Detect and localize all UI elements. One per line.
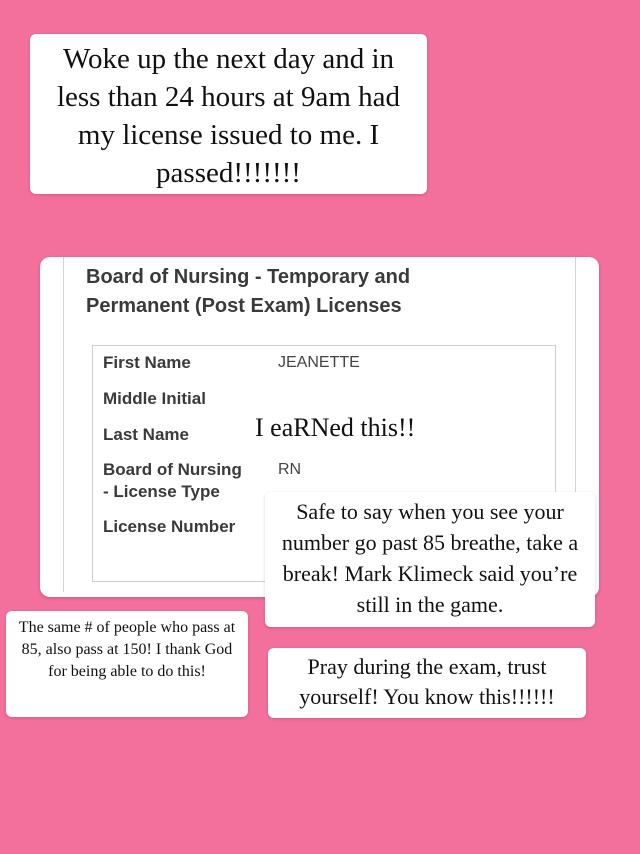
caption-note-middle-text: Safe to say when you see your number go past 85 breathe, take a break! Mark Klimeck said you’re still in the game.: [281, 499, 579, 617]
license-type-value: RN: [278, 461, 302, 478]
earned-overlay-text: I eaRNed this!!: [255, 413, 416, 442]
license-type-label-line1: Board of Nursing: [103, 460, 242, 479]
middle-initial-label: Middle Initial: [103, 389, 206, 408]
license-card-title: [86, 263, 566, 321]
last-name-label: Last Name: [103, 425, 189, 444]
caption-note-top-text: Woke up the next day and in less than 24 hours at 9am had my license issued to me. I passed!!!!!!!: [56, 43, 401, 189]
caption-note-pray: [268, 648, 586, 718]
license-type-label: [103, 459, 242, 503]
license-card-title-line1: Board of Nursing - Temporary and: [86, 266, 411, 288]
caption-note-left-text: The same # of people who pass at 85, also pass at 150! I thank God for being able to do this!: [18, 619, 236, 680]
license-number-label: License Number: [103, 517, 236, 536]
caption-note-middle: [265, 492, 595, 627]
caption-note-left: [6, 611, 248, 717]
caption-note-top: [30, 34, 427, 194]
first-name-label: First Name: [103, 353, 191, 372]
license-type-label-line2: - License Type: [103, 482, 220, 501]
first-name-value: JEANETTE: [278, 354, 360, 371]
license-card-title-line2: Permanent (Post Exam) Licenses: [86, 295, 402, 317]
caption-note-pray-text: Pray during the exam, trust yourself! You know this!!!!!!: [299, 654, 555, 709]
